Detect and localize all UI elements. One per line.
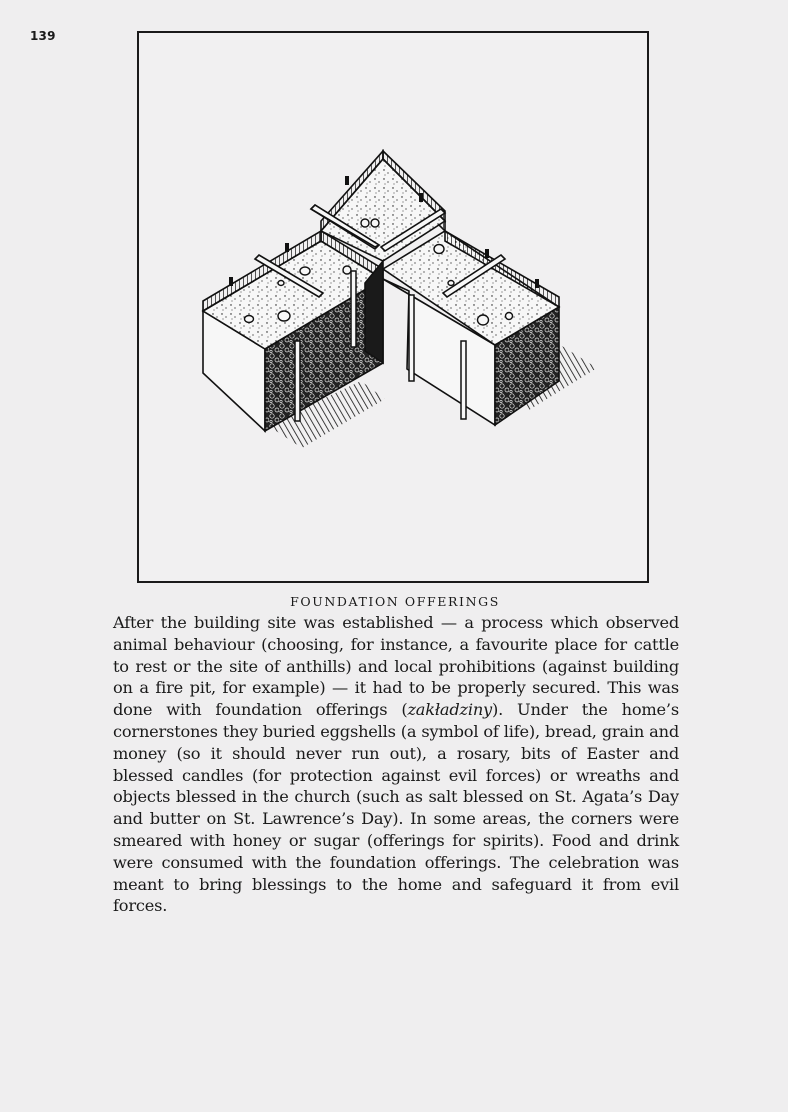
page-number: 139: [30, 29, 56, 43]
figure-caption: FOUNDATION OFFERINGS: [290, 594, 500, 609]
polish-term: zakładziny: [407, 700, 492, 720]
foundation-offerings-illustration: [139, 33, 647, 581]
paragraph-text-part2: ). Under the home’s cornerstones they buried eggshells (a symbol of life), bread, grain and money (so it should never run out), a rosary, bits of Easter and blessed candles (for protection against evil forces) or wreaths and objects blessed in the church (such as salt blessed on St. Agata’s Day and butter on St. Lawrence’s Day). In some areas, the corners were smeared with honey or sugar (offerings for spirits). Food and drink were consumed with the foundation offerings. The celebration was meant to bring blessings to the home and safeguard it from evil forces.: [113, 700, 679, 916]
body-paragraph: [113, 612, 679, 917]
paragraph-text-part1: After the building site was established — a process which observed animal behaviour (choosing, for instance, a favourite place for cattle to rest or the site of anthills) and local prohibitions (against building on a fire pit, for example) — it had to be properly secured. This was done with foundation offerings (: [113, 613, 679, 720]
illustration-frame: [137, 31, 649, 583]
